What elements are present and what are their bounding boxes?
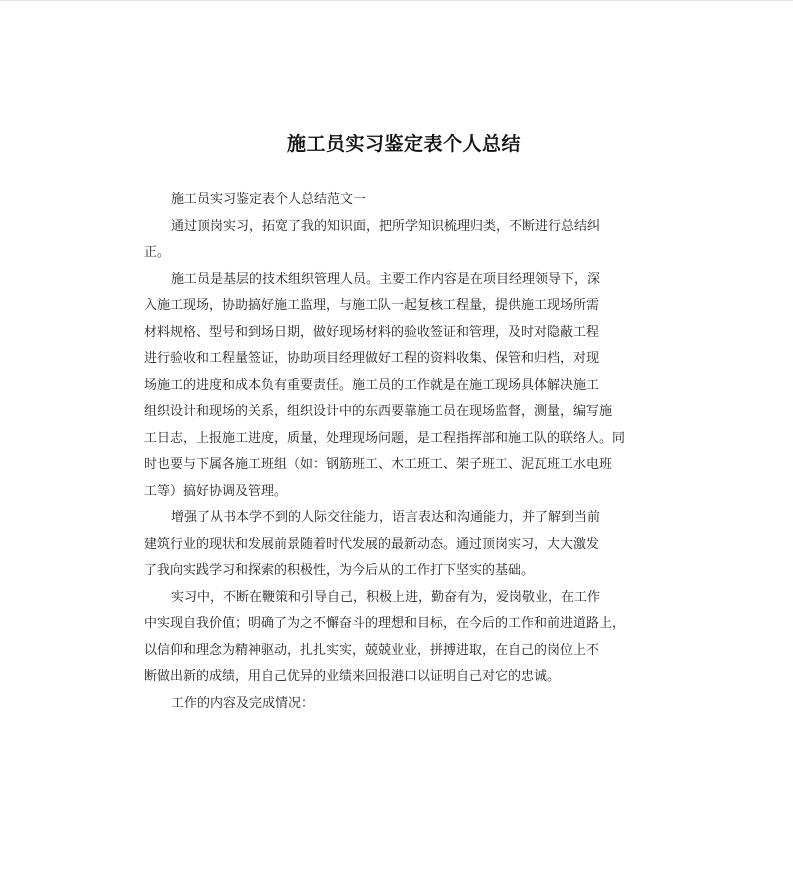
body-line: 以信仰和理念为精神驱动，扎扎实实，兢兢业业，拼搏进取，在自己的岗位上不 <box>144 642 600 658</box>
body-line: 正。 <box>144 245 171 260</box>
body-line: 组织设计和现场的关系，组织设计中的东西要靠施工员在现场监督，测量，编写施 <box>144 404 613 419</box>
body-line: 了我向实践学习和探索的积极性，为今后从的工作打下坚实的基础。 <box>144 563 535 578</box>
body-line: 入施工现场，协助搞好施工监理，与施工队一起复核工程量，提供施工现场所需 <box>144 298 600 313</box>
body-line: 施工员实习鉴定表个人总结范文一 <box>171 192 367 207</box>
body-line: 工等）搞好协调及管理。 <box>144 483 288 499</box>
body-line: 进行验收和工程量签证，协助项目经理做好工程的资料收集、保管和归档，对现 <box>144 351 600 366</box>
body-line: 工日志，上报施工进度，质量，处理现场问题，是工程指挥部和施工队的联络人。同 <box>144 430 626 446</box>
body-line: 工作的内容及完成情况： <box>171 695 315 711</box>
body-line: 材料规格、型号和到场日期，做好现场材料的验收签证和管理，及时对隐蔽工程 <box>144 324 600 340</box>
body-line: 施工员是基层的技术组织管理人员。主要工作内容是在项目经理领导下，深 <box>171 271 601 287</box>
body-line: 时也要与下属各施工班组（如：钢筋班工、木工班工、架子班工、泥瓦班工水电班 <box>144 457 613 472</box>
body-line: 断做出新的成绩，用自己优异的业绩来回报港口以证明自己对它的忠诚。 <box>144 669 561 684</box>
document-body <box>144 187 664 717</box>
body-line: 增强了从书本学不到的人际交往能力，语言表达和沟通能力，并了解到当前 <box>171 510 601 525</box>
body-line: 实习中，不断在鞭策和引导自己，积极上进，勤奋有为，爱岗敬业，在工作 <box>171 589 601 605</box>
body-line: 通过顶岗实习，拓宽了我的知识面，把所学知识梳理归类，不断进行总结纠 <box>171 218 601 234</box>
body-line: 场施工的进度和成本负有重要责任。施工员的工作就是在施工现场具体解决施工 <box>144 377 600 393</box>
body-line: 中实现自我价值；明确了为之不懈奋斗的理想和目标，在今后的工作和前进道路上， <box>144 616 626 631</box>
document-title: 施工员实习鉴定表个人总结 <box>286 133 521 155</box>
body-line: 建筑行业的现状和发展前景随着时代发展的最新动态。通过顶岗实习，大大激发 <box>144 536 600 552</box>
